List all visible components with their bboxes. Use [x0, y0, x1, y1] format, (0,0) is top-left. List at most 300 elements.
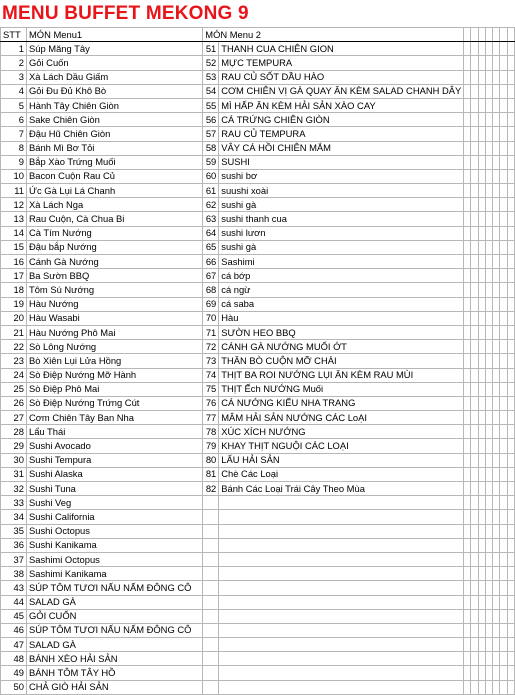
- row-number-menu2[interactable]: 61: [203, 184, 219, 198]
- cell-empty[interactable]: [493, 680, 500, 694]
- row-number-menu1[interactable]: 48: [1, 652, 27, 666]
- dish-name-menu1[interactable]: SALAD GÀ: [26, 595, 202, 609]
- cell-empty[interactable]: [485, 70, 492, 84]
- row-number-menu2[interactable]: 63: [203, 212, 219, 226]
- cell-empty[interactable]: [478, 666, 485, 680]
- cell-empty[interactable]: [493, 638, 500, 652]
- cell-empty[interactable]: [500, 482, 507, 496]
- cell-empty[interactable]: [485, 425, 492, 439]
- cell-empty[interactable]: [500, 283, 507, 297]
- cell-empty[interactable]: [471, 354, 478, 368]
- cell-empty[interactable]: [471, 496, 478, 510]
- cell-empty[interactable]: [493, 538, 500, 552]
- cell-empty[interactable]: [507, 496, 514, 510]
- cell-empty[interactable]: [464, 368, 471, 382]
- cell-empty[interactable]: [493, 155, 500, 169]
- cell-empty[interactable]: [464, 538, 471, 552]
- cell-empty[interactable]: [493, 396, 500, 410]
- row-number-menu2[interactable]: 57: [203, 127, 219, 141]
- cell-empty[interactable]: [464, 240, 471, 254]
- row-number-menu1[interactable]: 50: [1, 680, 27, 694]
- cell-empty[interactable]: [493, 184, 500, 198]
- dish-name-menu2[interactable]: MỰC TEMPURA: [219, 56, 464, 70]
- cell-empty[interactable]: [500, 524, 507, 538]
- cell-empty[interactable]: [464, 467, 471, 481]
- cell-empty[interactable]: [464, 453, 471, 467]
- cell-empty[interactable]: [478, 609, 485, 623]
- cell-empty[interactable]: [485, 169, 492, 183]
- dish-name-menu1[interactable]: Sò Điệp Nướng Mỡ Hành: [26, 368, 202, 382]
- cell-empty[interactable]: [500, 212, 507, 226]
- row-number-menu2[interactable]: 53: [203, 70, 219, 84]
- row-number-menu1[interactable]: 32: [1, 482, 27, 496]
- dish-name-menu2[interactable]: [219, 567, 464, 581]
- row-number-menu2[interactable]: 66: [203, 255, 219, 269]
- dish-name-menu2[interactable]: cá bớp: [219, 269, 464, 283]
- row-number-menu2[interactable]: 58: [203, 141, 219, 155]
- cell-empty[interactable]: [485, 325, 492, 339]
- cell-empty[interactable]: [464, 297, 471, 311]
- cell-empty[interactable]: [485, 240, 492, 254]
- row-number-menu1[interactable]: 15: [1, 240, 27, 254]
- cell-empty[interactable]: [464, 28, 471, 42]
- dish-name-menu2[interactable]: sushi lươn: [219, 226, 464, 240]
- cell-empty[interactable]: [507, 411, 514, 425]
- dish-name-menu1[interactable]: GỎI CUỐN: [26, 609, 202, 623]
- cell-empty[interactable]: [464, 595, 471, 609]
- dish-name-menu1[interactable]: Bò Xiên Lụi Lửa Hồng: [26, 354, 202, 368]
- cell-empty[interactable]: [485, 680, 492, 694]
- row-number-menu2[interactable]: 73: [203, 354, 219, 368]
- cell-empty[interactable]: [500, 28, 507, 42]
- cell-empty[interactable]: [500, 240, 507, 254]
- cell-empty[interactable]: [507, 368, 514, 382]
- row-number-menu2[interactable]: [203, 538, 219, 552]
- cell-empty[interactable]: [485, 368, 492, 382]
- dish-name-menu2[interactable]: sushi thanh cua: [219, 212, 464, 226]
- row-number-menu1[interactable]: 2: [1, 56, 27, 70]
- cell-empty[interactable]: [485, 155, 492, 169]
- cell-empty[interactable]: [493, 255, 500, 269]
- cell-empty[interactable]: [464, 510, 471, 524]
- row-number-menu1[interactable]: 5: [1, 98, 27, 112]
- cell-empty[interactable]: [464, 311, 471, 325]
- cell-empty[interactable]: [493, 340, 500, 354]
- cell-empty[interactable]: [500, 638, 507, 652]
- cell-empty[interactable]: [507, 325, 514, 339]
- cell-empty[interactable]: [464, 269, 471, 283]
- cell-empty[interactable]: [471, 425, 478, 439]
- dish-name-menu1[interactable]: Sashimi Octopus: [26, 552, 202, 566]
- cell-empty[interactable]: [500, 155, 507, 169]
- dish-name-menu1[interactable]: Đậu Hũ Chiên Giòn: [26, 127, 202, 141]
- row-number-menu2[interactable]: 69: [203, 297, 219, 311]
- cell-empty[interactable]: [478, 354, 485, 368]
- cell-empty[interactable]: [493, 42, 500, 56]
- cell-empty[interactable]: [464, 666, 471, 680]
- cell-empty[interactable]: [464, 581, 471, 595]
- cell-empty[interactable]: [500, 609, 507, 623]
- row-number-menu2[interactable]: [203, 623, 219, 637]
- dish-name-menu1[interactable]: Cà Tím Nướng: [26, 226, 202, 240]
- cell-empty[interactable]: [493, 496, 500, 510]
- row-number-menu2[interactable]: 54: [203, 84, 219, 98]
- row-number-menu1[interactable]: 35: [1, 524, 27, 538]
- cell-empty[interactable]: [471, 552, 478, 566]
- cell-empty[interactable]: [493, 552, 500, 566]
- cell-empty[interactable]: [464, 623, 471, 637]
- cell-empty[interactable]: [464, 680, 471, 694]
- row-number-menu1[interactable]: 47: [1, 638, 27, 652]
- row-number-menu2[interactable]: 77: [203, 411, 219, 425]
- row-number-menu1[interactable]: 8: [1, 141, 27, 155]
- row-number-menu2[interactable]: 78: [203, 425, 219, 439]
- dish-name-menu1[interactable]: Ức Gà Lụi Lá Chanh: [26, 184, 202, 198]
- cell-empty[interactable]: [485, 98, 492, 112]
- row-number-menu2[interactable]: 81: [203, 467, 219, 481]
- row-number-menu2[interactable]: 76: [203, 396, 219, 410]
- row-number-menu2[interactable]: 74: [203, 368, 219, 382]
- dish-name-menu2[interactable]: SƯỜN HEO BBQ: [219, 325, 464, 339]
- cell-empty[interactable]: [464, 283, 471, 297]
- cell-empty[interactable]: [507, 141, 514, 155]
- dish-name-menu2[interactable]: cá saba: [219, 297, 464, 311]
- cell-empty[interactable]: [478, 297, 485, 311]
- cell-empty[interactable]: [493, 84, 500, 98]
- cell-empty[interactable]: [507, 198, 514, 212]
- row-number-menu2[interactable]: 68: [203, 283, 219, 297]
- cell-empty[interactable]: [471, 169, 478, 183]
- cell-empty[interactable]: [478, 510, 485, 524]
- dish-name-menu2[interactable]: Sashimi: [219, 255, 464, 269]
- cell-empty[interactable]: [485, 439, 492, 453]
- cell-empty[interactable]: [464, 70, 471, 84]
- cell-empty[interactable]: [464, 439, 471, 453]
- row-number-menu2[interactable]: [203, 652, 219, 666]
- header-menu2[interactable]: MÓN Menu 2: [203, 28, 464, 42]
- cell-empty[interactable]: [471, 297, 478, 311]
- dish-name-menu2[interactable]: sushi bơ: [219, 169, 464, 183]
- cell-empty[interactable]: [500, 98, 507, 112]
- row-number-menu2[interactable]: 52: [203, 56, 219, 70]
- cell-empty[interactable]: [507, 623, 514, 637]
- cell-empty[interactable]: [507, 255, 514, 269]
- cell-empty[interactable]: [471, 311, 478, 325]
- cell-empty[interactable]: [471, 652, 478, 666]
- dish-name-menu1[interactable]: Sushi Tempura: [26, 453, 202, 467]
- cell-empty[interactable]: [485, 184, 492, 198]
- cell-empty[interactable]: [485, 340, 492, 354]
- dish-name-menu2[interactable]: [219, 609, 464, 623]
- dish-name-menu1[interactable]: Ba Sườn BBQ: [26, 269, 202, 283]
- dish-name-menu2[interactable]: [219, 538, 464, 552]
- cell-empty[interactable]: [471, 411, 478, 425]
- row-number-menu2[interactable]: 65: [203, 240, 219, 254]
- cell-empty[interactable]: [485, 411, 492, 425]
- cell-empty[interactable]: [500, 581, 507, 595]
- cell-empty[interactable]: [485, 652, 492, 666]
- cell-empty[interactable]: [507, 297, 514, 311]
- cell-empty[interactable]: [500, 311, 507, 325]
- cell-empty[interactable]: [478, 240, 485, 254]
- cell-empty[interactable]: [471, 70, 478, 84]
- cell-empty[interactable]: [485, 212, 492, 226]
- cell-empty[interactable]: [500, 169, 507, 183]
- cell-empty[interactable]: [478, 169, 485, 183]
- cell-empty[interactable]: [471, 467, 478, 481]
- cell-empty[interactable]: [500, 496, 507, 510]
- cell-empty[interactable]: [493, 609, 500, 623]
- cell-empty[interactable]: [507, 155, 514, 169]
- cell-empty[interactable]: [478, 184, 485, 198]
- cell-empty[interactable]: [478, 84, 485, 98]
- cell-empty[interactable]: [500, 354, 507, 368]
- cell-empty[interactable]: [464, 411, 471, 425]
- cell-empty[interactable]: [507, 638, 514, 652]
- cell-empty[interactable]: [485, 510, 492, 524]
- row-number-menu1[interactable]: 9: [1, 155, 27, 169]
- cell-empty[interactable]: [507, 666, 514, 680]
- cell-empty[interactable]: [500, 396, 507, 410]
- cell-empty[interactable]: [493, 482, 500, 496]
- cell-empty[interactable]: [507, 70, 514, 84]
- dish-name-menu1[interactable]: Hàu Nướng: [26, 297, 202, 311]
- cell-empty[interactable]: [500, 127, 507, 141]
- dish-name-menu2[interactable]: SUSHI: [219, 155, 464, 169]
- dish-name-menu1[interactable]: SÚP TÔM TƯƠI NẤU NẤM ĐÔNG CÔ: [26, 581, 202, 595]
- cell-empty[interactable]: [464, 652, 471, 666]
- cell-empty[interactable]: [464, 567, 471, 581]
- dish-name-menu2[interactable]: CÁ NƯỚNG KIỂU NHA TRANG: [219, 396, 464, 410]
- cell-empty[interactable]: [478, 425, 485, 439]
- cell-empty[interactable]: [485, 609, 492, 623]
- cell-empty[interactable]: [471, 269, 478, 283]
- cell-empty[interactable]: [485, 127, 492, 141]
- cell-empty[interactable]: [485, 269, 492, 283]
- cell-empty[interactable]: [471, 453, 478, 467]
- cell-empty[interactable]: [485, 56, 492, 70]
- row-number-menu2[interactable]: 75: [203, 382, 219, 396]
- cell-empty[interactable]: [500, 184, 507, 198]
- cell-empty[interactable]: [507, 382, 514, 396]
- cell-empty[interactable]: [507, 56, 514, 70]
- dish-name-menu1[interactable]: Cánh Gà Nướng: [26, 255, 202, 269]
- cell-empty[interactable]: [507, 98, 514, 112]
- dish-name-menu1[interactable]: Bacon Cuộn Rau Củ: [26, 169, 202, 183]
- cell-empty[interactable]: [478, 623, 485, 637]
- cell-empty[interactable]: [485, 623, 492, 637]
- cell-empty[interactable]: [478, 70, 485, 84]
- cell-empty[interactable]: [485, 28, 492, 42]
- row-number-menu2[interactable]: 71: [203, 325, 219, 339]
- row-number-menu2[interactable]: [203, 496, 219, 510]
- row-number-menu2[interactable]: [203, 680, 219, 694]
- row-number-menu1[interactable]: 44: [1, 595, 27, 609]
- dish-name-menu1[interactable]: Xà Lách Dầu Giấm: [26, 70, 202, 84]
- cell-empty[interactable]: [500, 84, 507, 98]
- cell-empty[interactable]: [464, 425, 471, 439]
- cell-empty[interactable]: [507, 595, 514, 609]
- cell-empty[interactable]: [485, 141, 492, 155]
- cell-empty[interactable]: [464, 198, 471, 212]
- dish-name-menu1[interactable]: Sushi Veg: [26, 496, 202, 510]
- row-number-menu2[interactable]: 70: [203, 311, 219, 325]
- row-number-menu1[interactable]: 30: [1, 453, 27, 467]
- row-number-menu1[interactable]: 34: [1, 510, 27, 524]
- row-number-menu1[interactable]: 24: [1, 368, 27, 382]
- cell-empty[interactable]: [464, 184, 471, 198]
- cell-empty[interactable]: [500, 652, 507, 666]
- cell-empty[interactable]: [464, 226, 471, 240]
- cell-empty[interactable]: [507, 567, 514, 581]
- cell-empty[interactable]: [493, 127, 500, 141]
- cell-empty[interactable]: [464, 496, 471, 510]
- dish-name-menu1[interactable]: Sake Chiên Giòn: [26, 113, 202, 127]
- cell-empty[interactable]: [500, 340, 507, 354]
- row-number-menu2[interactable]: 82: [203, 482, 219, 496]
- cell-empty[interactable]: [500, 411, 507, 425]
- row-number-menu1[interactable]: 6: [1, 113, 27, 127]
- cell-empty[interactable]: [485, 198, 492, 212]
- dish-name-menu2[interactable]: [219, 510, 464, 524]
- cell-empty[interactable]: [464, 552, 471, 566]
- cell-empty[interactable]: [464, 141, 471, 155]
- cell-empty[interactable]: [507, 609, 514, 623]
- dish-name-menu2[interactable]: THANH CUA CHIÊN GION: [219, 42, 464, 56]
- dish-name-menu1[interactable]: Sushi Avocado: [26, 439, 202, 453]
- cell-empty[interactable]: [485, 567, 492, 581]
- cell-empty[interactable]: [500, 680, 507, 694]
- cell-empty[interactable]: [485, 467, 492, 481]
- cell-empty[interactable]: [464, 255, 471, 269]
- cell-empty[interactable]: [493, 198, 500, 212]
- cell-empty[interactable]: [464, 325, 471, 339]
- cell-empty[interactable]: [500, 141, 507, 155]
- cell-empty[interactable]: [507, 510, 514, 524]
- dish-name-menu2[interactable]: THĂN BÒ CUỘN MỠ CHÀI: [219, 354, 464, 368]
- cell-empty[interactable]: [478, 396, 485, 410]
- cell-empty[interactable]: [507, 42, 514, 56]
- cell-empty[interactable]: [478, 524, 485, 538]
- cell-empty[interactable]: [507, 212, 514, 226]
- row-number-menu1[interactable]: 19: [1, 297, 27, 311]
- dish-name-menu1[interactable]: Sushi Alaska: [26, 467, 202, 481]
- cell-empty[interactable]: [464, 524, 471, 538]
- cell-empty[interactable]: [485, 311, 492, 325]
- cell-empty[interactable]: [478, 28, 485, 42]
- cell-empty[interactable]: [478, 595, 485, 609]
- cell-empty[interactable]: [471, 368, 478, 382]
- row-number-menu2[interactable]: [203, 581, 219, 595]
- dish-name-menu2[interactable]: RAU CỦ TEMPURA: [219, 127, 464, 141]
- cell-empty[interactable]: [500, 510, 507, 524]
- row-number-menu1[interactable]: 43: [1, 581, 27, 595]
- cell-empty[interactable]: [500, 595, 507, 609]
- row-number-menu2[interactable]: [203, 567, 219, 581]
- cell-empty[interactable]: [471, 42, 478, 56]
- cell-empty[interactable]: [485, 297, 492, 311]
- cell-empty[interactable]: [471, 623, 478, 637]
- cell-empty[interactable]: [485, 283, 492, 297]
- dish-name-menu1[interactable]: Sushi Tuna: [26, 482, 202, 496]
- cell-empty[interactable]: [464, 113, 471, 127]
- dish-name-menu1[interactable]: SALAD GÀ: [26, 638, 202, 652]
- dish-name-menu2[interactable]: XÚC XÍCH NƯỚNG: [219, 425, 464, 439]
- dish-name-menu1[interactable]: Hàu Nướng Phô Mai: [26, 325, 202, 339]
- dish-name-menu2[interactable]: [219, 680, 464, 694]
- cell-empty[interactable]: [478, 42, 485, 56]
- dish-name-menu2[interactable]: CÁNH GÀ NƯỚNG MUỐI ỚT: [219, 340, 464, 354]
- row-number-menu1[interactable]: 28: [1, 425, 27, 439]
- cell-empty[interactable]: [507, 453, 514, 467]
- cell-empty[interactable]: [507, 652, 514, 666]
- dish-name-menu1[interactable]: Cơm Chiên Tây Ban Nha: [26, 411, 202, 425]
- dish-name-menu1[interactable]: Sushi Kanikama: [26, 538, 202, 552]
- cell-empty[interactable]: [464, 42, 471, 56]
- row-number-menu2[interactable]: 51: [203, 42, 219, 56]
- row-number-menu1[interactable]: 26: [1, 396, 27, 410]
- cell-empty[interactable]: [471, 283, 478, 297]
- cell-empty[interactable]: [464, 84, 471, 98]
- cell-empty[interactable]: [464, 354, 471, 368]
- cell-empty[interactable]: [493, 652, 500, 666]
- cell-empty[interactable]: [464, 212, 471, 226]
- dish-name-menu1[interactable]: Hành Tây Chiên Giòn: [26, 98, 202, 112]
- cell-empty[interactable]: [500, 368, 507, 382]
- row-number-menu1[interactable]: 25: [1, 382, 27, 396]
- row-number-menu1[interactable]: 21: [1, 325, 27, 339]
- cell-empty[interactable]: [471, 581, 478, 595]
- cell-empty[interactable]: [507, 396, 514, 410]
- cell-empty[interactable]: [478, 127, 485, 141]
- row-number-menu1[interactable]: 10: [1, 169, 27, 183]
- dish-name-menu2[interactable]: [219, 623, 464, 637]
- row-number-menu1[interactable]: 7: [1, 127, 27, 141]
- dish-name-menu2[interactable]: sushi gà: [219, 198, 464, 212]
- cell-empty[interactable]: [507, 283, 514, 297]
- cell-empty[interactable]: [478, 538, 485, 552]
- cell-empty[interactable]: [471, 538, 478, 552]
- cell-empty[interactable]: [493, 169, 500, 183]
- dish-name-menu1[interactable]: Bắp Xào Trứng Muối: [26, 155, 202, 169]
- dish-name-menu2[interactable]: VÂY CÁ HỒI CHIÊN MẮM: [219, 141, 464, 155]
- cell-empty[interactable]: [464, 127, 471, 141]
- cell-empty[interactable]: [507, 680, 514, 694]
- cell-empty[interactable]: [471, 198, 478, 212]
- cell-empty[interactable]: [478, 453, 485, 467]
- cell-empty[interactable]: [507, 524, 514, 538]
- cell-empty[interactable]: [471, 28, 478, 42]
- cell-empty[interactable]: [493, 56, 500, 70]
- cell-empty[interactable]: [471, 84, 478, 98]
- dish-name-menu2[interactable]: Chè Các Loại: [219, 467, 464, 481]
- row-number-menu2[interactable]: [203, 666, 219, 680]
- row-number-menu2[interactable]: [203, 595, 219, 609]
- cell-empty[interactable]: [507, 28, 514, 42]
- cell-empty[interactable]: [493, 382, 500, 396]
- cell-empty[interactable]: [500, 439, 507, 453]
- cell-empty[interactable]: [507, 84, 514, 98]
- cell-empty[interactable]: [471, 666, 478, 680]
- cell-empty[interactable]: [471, 212, 478, 226]
- cell-empty[interactable]: [507, 425, 514, 439]
- row-number-menu1[interactable]: 38: [1, 567, 27, 581]
- cell-empty[interactable]: [493, 567, 500, 581]
- cell-empty[interactable]: [507, 467, 514, 481]
- cell-empty[interactable]: [485, 42, 492, 56]
- cell-empty[interactable]: [493, 113, 500, 127]
- cell-empty[interactable]: [507, 482, 514, 496]
